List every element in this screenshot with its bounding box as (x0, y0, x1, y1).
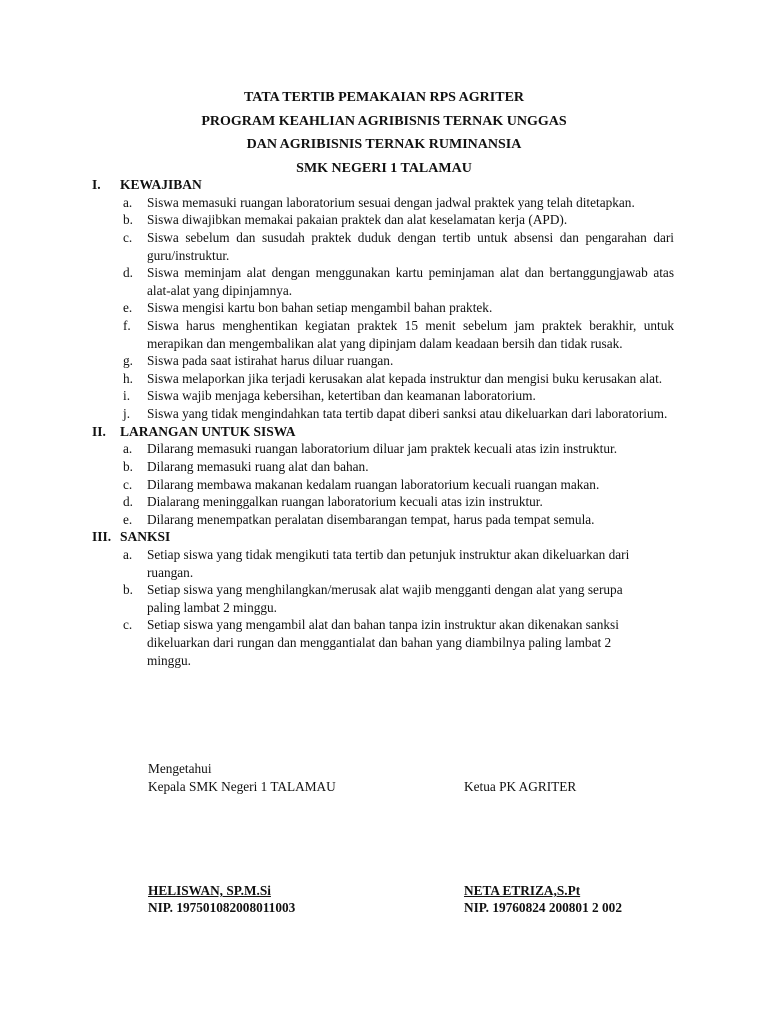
left-signatory-nip: NIP. 197501082008011003 (148, 900, 296, 916)
section-title: LARANGAN UNTUK SISWA (120, 423, 296, 439)
item-letter: b. (123, 582, 133, 598)
section-number: III. (92, 529, 112, 545)
list-item (123, 405, 674, 423)
right-role: Ketua PK AGRITER (464, 778, 577, 794)
item-text: Siswa diwajibkan memakai pakaian praktek dan alat keselamatan kerja (APD). (147, 212, 568, 228)
item-letter: f. (123, 317, 131, 333)
item-text: Siswa meminjam alat dengan menggunakan kartu peminjaman alat dan bertanggungjawab atas alat-alat yang dipinjamnya. (147, 265, 674, 298)
left-signatory-name: HELISWAN, SP.M.Si (148, 883, 271, 898)
roles-row (148, 778, 708, 796)
item-letter: a. (123, 194, 133, 210)
nip-row (148, 899, 708, 916)
section-title: SANKSI (120, 529, 171, 545)
item-text: Siswa harus menghentikan kegiatan praktek 15 menit sebelum jam praktek berakhir, untuk merapikan dan mengembalikan alat yang dipinjam dalam keadaan bersih dan tidak rusak. (147, 317, 674, 351)
list-item (123, 211, 674, 229)
list-item (123, 229, 674, 264)
item-letter: a. (123, 441, 133, 457)
item-letter: c. (123, 229, 133, 245)
list-item (123, 352, 674, 370)
item-text: Siswa melaporkan jika terjadi kerusakan alat kepada instruktur dan mengisi buku kerusakan alat. (147, 370, 663, 386)
list-item (123, 387, 674, 405)
section-title: KEWAJIBAN (120, 177, 202, 192)
item-letter: b. (123, 458, 133, 474)
item-letter: i. (123, 388, 131, 404)
title-line-4: SMK NEGERI 1 TALAMAU (296, 160, 472, 176)
list-item (123, 317, 674, 352)
list-item (123, 194, 674, 212)
section-heading (92, 176, 674, 194)
section-heading (92, 423, 674, 441)
list-item (123, 370, 674, 388)
item-text: Dilarang memasuki ruang alat dan bahan. (147, 458, 369, 474)
item-text: Dialarang meninggalkan ruangan laboratorium kecuali atas izin instruktur. (147, 494, 543, 510)
section-number: II. (92, 423, 106, 439)
section-number: I. (92, 177, 101, 192)
section-larangan (92, 423, 674, 529)
title-line-3: DAN AGRIBISNIS TERNAK RUMINANSIA (246, 137, 522, 152)
item-text: Siswa pada saat istirahat harus diluar ruangan. (147, 353, 394, 369)
names-row (148, 882, 708, 899)
document-title (0, 86, 768, 180)
item-letter: j. (123, 405, 131, 421)
item-letter: b. (123, 212, 133, 228)
list-item (123, 476, 674, 494)
list-item (123, 264, 674, 299)
list-item (123, 616, 644, 669)
item-letter: h. (123, 370, 133, 386)
right-signatory-name: NETA ETRIZA,S.Pt (464, 883, 581, 898)
item-letter: c. (123, 476, 133, 492)
rules-content (92, 176, 674, 669)
item-text: Setiap siswa yang mengambil alat dan bahan tanpa izin instruktur akan dikenakan sanksi dikeluarkan dari rungan dan menggantialat dan bahan yang diambilnya paling lambat 2 minggu. (147, 617, 619, 668)
item-text: Setiap siswa yang tidak mengikuti tata tertib dan petunjuk instruktur akan dikeluarkan dari ruangan. (147, 547, 630, 580)
section-sanksi (92, 528, 674, 669)
item-text: Setiap siswa yang menghilangkan/merusak alat wajib mengganti dengan alat yang serupa paling lambat 2 minggu. (147, 582, 623, 615)
item-letter: a. (123, 547, 133, 563)
item-letter: e. (123, 300, 133, 316)
list-item (123, 511, 674, 529)
item-text: Siswa yang tidak mengindahkan tata tertib dapat diberi sanksi atau dikeluarkan dari laboratorium. (147, 405, 668, 421)
right-signatory-nip: NIP. 19760824 200801 2 002 (464, 900, 622, 916)
item-letter: d. (123, 265, 133, 281)
list-item (123, 299, 674, 317)
item-letter: d. (123, 494, 133, 510)
section-kewajiban (92, 176, 674, 423)
item-letter: c. (123, 617, 133, 633)
item-letter: e. (123, 511, 133, 527)
item-text: Dilarang memasuki ruangan laboratorium diluar jam praktek kecuali atas izin instruktur. (147, 441, 618, 457)
title-line-1: TATA TERTIB PEMAKAIAN RPS AGRITER (243, 90, 525, 105)
list-item (123, 458, 674, 476)
list-item (123, 581, 644, 616)
item-letter: g. (123, 353, 133, 369)
item-text: Siswa wajib menjaga kebersihan, ketertiban dan keamanan laboratorium. (147, 388, 536, 404)
list-item (123, 546, 644, 581)
left-role: Kepala SMK Negeri 1 TALAMAU (148, 778, 336, 794)
title-line-2: PROGRAM KEAHLIAN AGRIBISNIS TERNAK UNGGAS (201, 113, 567, 129)
list-item (123, 440, 674, 458)
item-text: Siswa sebelum dan susudah praktek duduk dengan tertib untuk absensi dan pengarahan dari guru/instruktur. (147, 229, 674, 263)
item-text: Siswa memasuki ruangan laboratorium sesuai dengan jadwal praktek yang telah ditetapkan. (147, 194, 635, 210)
signature-names (148, 882, 708, 917)
acknowledged-label: Mengetahui (148, 761, 212, 776)
item-text: Dilarang menempatkan peralatan disembarangan tempat, harus pada tempat semula. (147, 511, 595, 527)
section-heading (92, 528, 674, 546)
list-item (123, 493, 674, 511)
item-text: Siswa mengisi kartu bon bahan setiap mengambil bahan praktek. (147, 300, 493, 316)
signature-roles (148, 760, 708, 795)
item-text: Dilarang membawa makanan kedalam ruangan laboratorium kecuali ruangan makan. (147, 476, 600, 492)
